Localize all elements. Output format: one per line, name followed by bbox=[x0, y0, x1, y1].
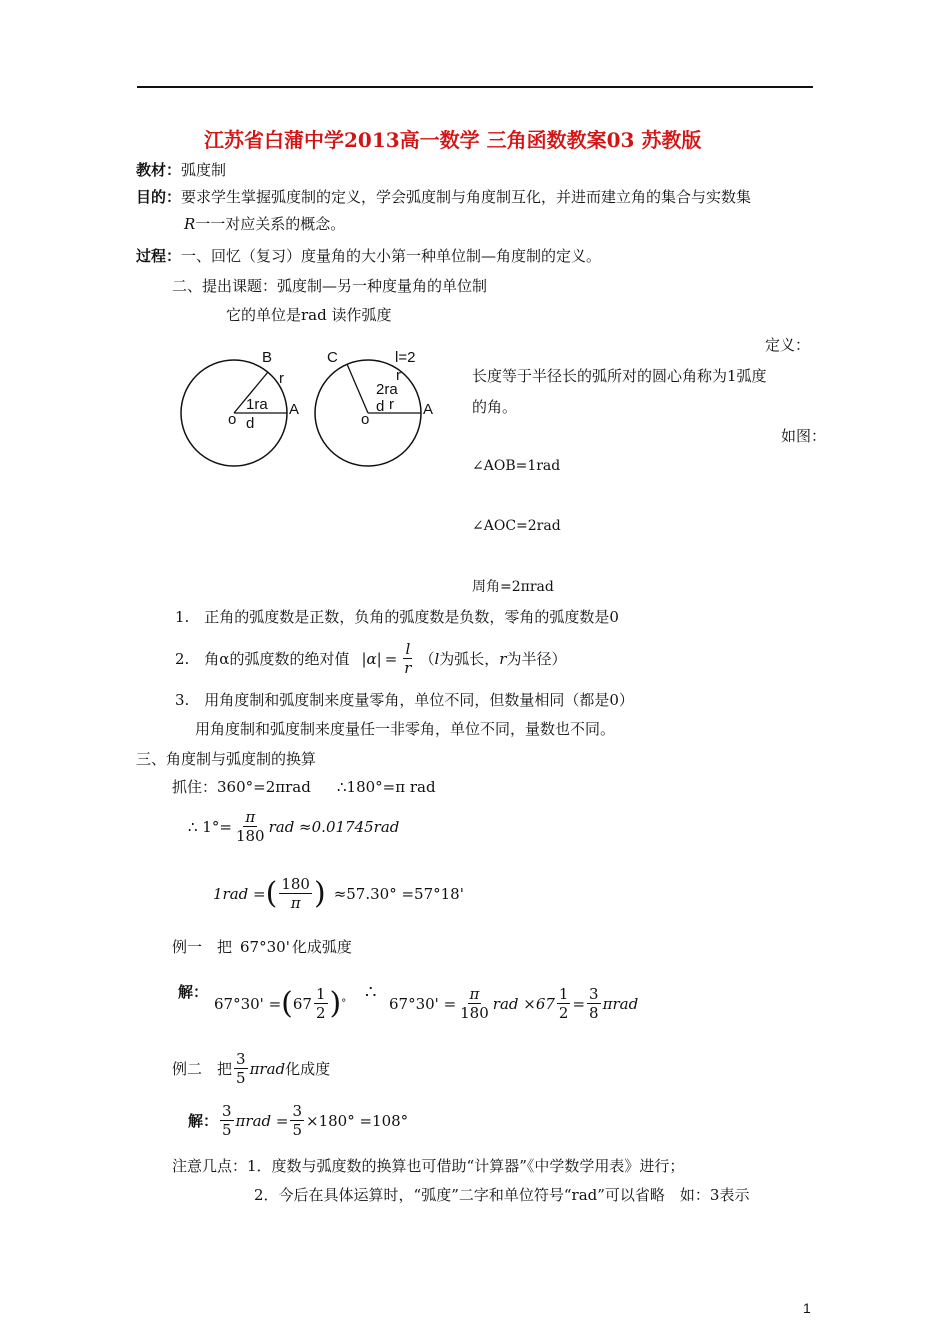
fraction-pi-over-180 bbox=[234, 808, 267, 845]
as-figure: 如图： bbox=[781, 427, 827, 445]
fraction-numerator: π bbox=[469, 985, 480, 1003]
degree-sup: ° bbox=[341, 997, 347, 1009]
radius-text: 为半径） bbox=[506, 649, 567, 668]
abs-alpha: |α| bbox=[361, 649, 382, 668]
label-a-right: A bbox=[423, 401, 434, 418]
process-label: 过程： bbox=[136, 247, 182, 265]
formula-one-degree bbox=[188, 808, 399, 845]
fraction-numerator: 180 bbox=[281, 875, 310, 893]
fraction-numerator: 3 bbox=[222, 1102, 232, 1120]
label-c: C bbox=[327, 349, 338, 366]
paren-right: ) bbox=[329, 985, 342, 1021]
point-2-text: 2. 角α的弧度数的绝对值 bbox=[175, 649, 350, 668]
label-angle-2ra: 2ra bbox=[376, 381, 398, 398]
fraction-l-over-r bbox=[402, 640, 413, 677]
fraction-numerator: π bbox=[245, 808, 256, 826]
example-1-label: 例一 把 bbox=[172, 938, 233, 956]
fraction-pi-over-180 bbox=[458, 985, 491, 1022]
fraction-denominator: 2 bbox=[558, 1004, 569, 1022]
purpose-line-1 bbox=[136, 187, 751, 207]
paren-left: ( bbox=[265, 875, 278, 911]
example-1-value: 67°30' bbox=[240, 938, 290, 956]
fraction-denominator: 5 bbox=[222, 1121, 232, 1139]
solution-2-mid: πrad = bbox=[235, 1111, 289, 1130]
label-arc-l: l=2 bbox=[395, 349, 416, 366]
solution-1a bbox=[214, 985, 346, 1022]
process-line bbox=[136, 246, 601, 266]
fraction-numerator: 3 bbox=[589, 985, 599, 1003]
paren-right: ) bbox=[313, 875, 326, 911]
purpose-label: 目的： bbox=[136, 188, 182, 206]
material-line bbox=[136, 160, 226, 180]
fraction-denominator: 180 bbox=[235, 827, 265, 845]
material-label: 教材： bbox=[136, 161, 182, 179]
fraction-180-over-pi bbox=[279, 875, 312, 912]
example-1 bbox=[172, 937, 352, 957]
fraction-numerator: 1 bbox=[558, 985, 569, 1003]
fraction-one-half bbox=[314, 985, 328, 1022]
page-number: 1 bbox=[803, 1300, 811, 1316]
solution-1a-whole: 67 bbox=[292, 994, 312, 1013]
radius-oc bbox=[347, 364, 368, 413]
example-2-value: πrad bbox=[249, 1059, 286, 1078]
full-angle: 周角=2πrad bbox=[472, 579, 554, 595]
therefore-180: ∴180°=π rad bbox=[337, 778, 436, 796]
point-3b: 用角度制和弧度制来度量任一非零角，单位不同，量数也不同。 bbox=[195, 720, 616, 738]
example-2 bbox=[172, 1050, 330, 1087]
point-2 bbox=[175, 640, 566, 677]
paren-left: ( bbox=[281, 985, 293, 1021]
solution-1b-mid: rad ×67 bbox=[492, 994, 555, 1013]
radian-figure bbox=[170, 340, 460, 480]
real-set-symbol: R bbox=[184, 215, 196, 233]
fraction-numerator: 1 bbox=[315, 985, 326, 1003]
fraction-numerator: l bbox=[405, 640, 411, 658]
material-text: 弧度制 bbox=[181, 161, 227, 179]
fraction-denominator: 5 bbox=[236, 1069, 246, 1087]
section2-heading: 二、提出课题：弧度制—另一种度量角的单位制 bbox=[172, 277, 488, 295]
fraction-numerator: 3 bbox=[236, 1050, 246, 1068]
grasp-line: 抓住：360°=2πrad bbox=[172, 778, 311, 796]
process-text: 一、回忆（复习）度量角的大小第一种单位制—角度制的定义。 bbox=[181, 247, 602, 265]
label-angle-1ra: 1ra bbox=[246, 396, 268, 413]
fraction-numerator: 3 bbox=[292, 1102, 303, 1120]
therefore-symbol: ∴ bbox=[365, 982, 377, 1003]
fraction-denominator: 2 bbox=[315, 1004, 326, 1022]
fraction-three-eighths bbox=[587, 985, 601, 1022]
solution-1-label: 解： bbox=[178, 983, 209, 1001]
label-b: B bbox=[262, 349, 273, 366]
definition-line-1: 长度等于半径长的弧所对的圆心角称为1弧度 bbox=[472, 367, 767, 385]
example-2-task: 化成度 bbox=[285, 1059, 331, 1078]
label-r-top: r bbox=[396, 367, 401, 384]
solution-2 bbox=[218, 1102, 408, 1139]
equals-sign: = bbox=[572, 994, 586, 1013]
definition-label: 定义： bbox=[765, 336, 811, 354]
arc-length-text: 为弧长， bbox=[439, 649, 500, 668]
example-2-label: 例二 把 bbox=[172, 1059, 233, 1078]
purpose-text-2: 一一对应关系的概念。 bbox=[195, 215, 346, 233]
section3-heading: 三、角度制与弧度制的换算 bbox=[136, 750, 317, 768]
fraction-denominator: 180 bbox=[460, 1004, 489, 1022]
purpose-line-2 bbox=[184, 214, 345, 234]
formula-2-result: ≈57.30° =57°18' bbox=[333, 884, 464, 903]
solution-1b-result: πrad bbox=[602, 994, 639, 1013]
label-o-left: o bbox=[228, 411, 237, 428]
definition-line-2: 的角。 bbox=[472, 398, 518, 416]
label-o-right: o bbox=[361, 411, 370, 428]
fraction-three-fifths bbox=[290, 1102, 304, 1139]
solution-1b-prefix: 67°30' = bbox=[389, 994, 457, 1013]
label-r-right: r bbox=[389, 396, 394, 413]
notes-line-2: 2．今后在具体运算时，“弧度”二字和单位符号“rad”可以省略 如：3表示 bbox=[254, 1186, 750, 1204]
fraction-denominator: π bbox=[290, 894, 301, 912]
paren-open: （ bbox=[419, 649, 435, 668]
radius-symbol: r bbox=[499, 649, 507, 668]
arc-length-symbol: l bbox=[434, 649, 440, 668]
label-angle-d-left: d bbox=[246, 415, 255, 432]
fraction-three-fifths bbox=[220, 1102, 234, 1139]
formula-1-prefix: ∴ 1°= bbox=[188, 817, 232, 836]
formula-1-result: rad ≈0.01745rad bbox=[268, 817, 400, 836]
equals-sign: = bbox=[384, 649, 398, 668]
angle-aob: ∠AOB=1rad bbox=[472, 458, 561, 474]
fraction-three-fifths bbox=[234, 1050, 248, 1087]
document-title: 江苏省白蒲中学2013高一数学 三角函数教案03 苏教版 bbox=[204, 128, 702, 152]
label-r-left: r bbox=[279, 370, 284, 387]
point-1: 1. 正角的弧度数是正数，负角的弧度数是负数，零角的弧度数是0 bbox=[175, 608, 619, 626]
solution-1a-prefix: 67°30' = bbox=[214, 994, 282, 1013]
fraction-one-half bbox=[557, 985, 571, 1022]
purpose-text: 要求学生掌握弧度制的定义，学会弧度制与角度制互化，并进而建立角的集合与实数集 bbox=[181, 188, 752, 206]
notes-line-1: 注意几点：1．度数与弧度数的换算也可借助“计算器”《中学数学用表》进行； bbox=[172, 1157, 685, 1175]
fraction-denominator: r bbox=[404, 659, 412, 677]
point-3: 3. 用角度制和弧度制来度量零角，单位不同，但数量相同（都是0） bbox=[175, 691, 634, 709]
unit-line: 它的单位是rad 读作弧度 bbox=[226, 306, 392, 324]
formula-one-radian bbox=[213, 875, 464, 912]
solution-2-label: 解： bbox=[188, 1112, 219, 1130]
header-rule bbox=[137, 86, 813, 88]
fraction-denominator: 5 bbox=[292, 1121, 303, 1139]
fraction-denominator: 8 bbox=[589, 1004, 599, 1022]
label-a-left: A bbox=[289, 401, 300, 418]
solution-1b bbox=[389, 985, 638, 1022]
formula-2-prefix: 1rad = bbox=[213, 884, 266, 903]
label-angle-d-right: d bbox=[376, 398, 385, 415]
example-1-task: 化成弧度 bbox=[291, 938, 352, 956]
angle-aoc: ∠AOC=2rad bbox=[472, 518, 561, 534]
solution-2-result: ×180° =108° bbox=[306, 1111, 409, 1130]
